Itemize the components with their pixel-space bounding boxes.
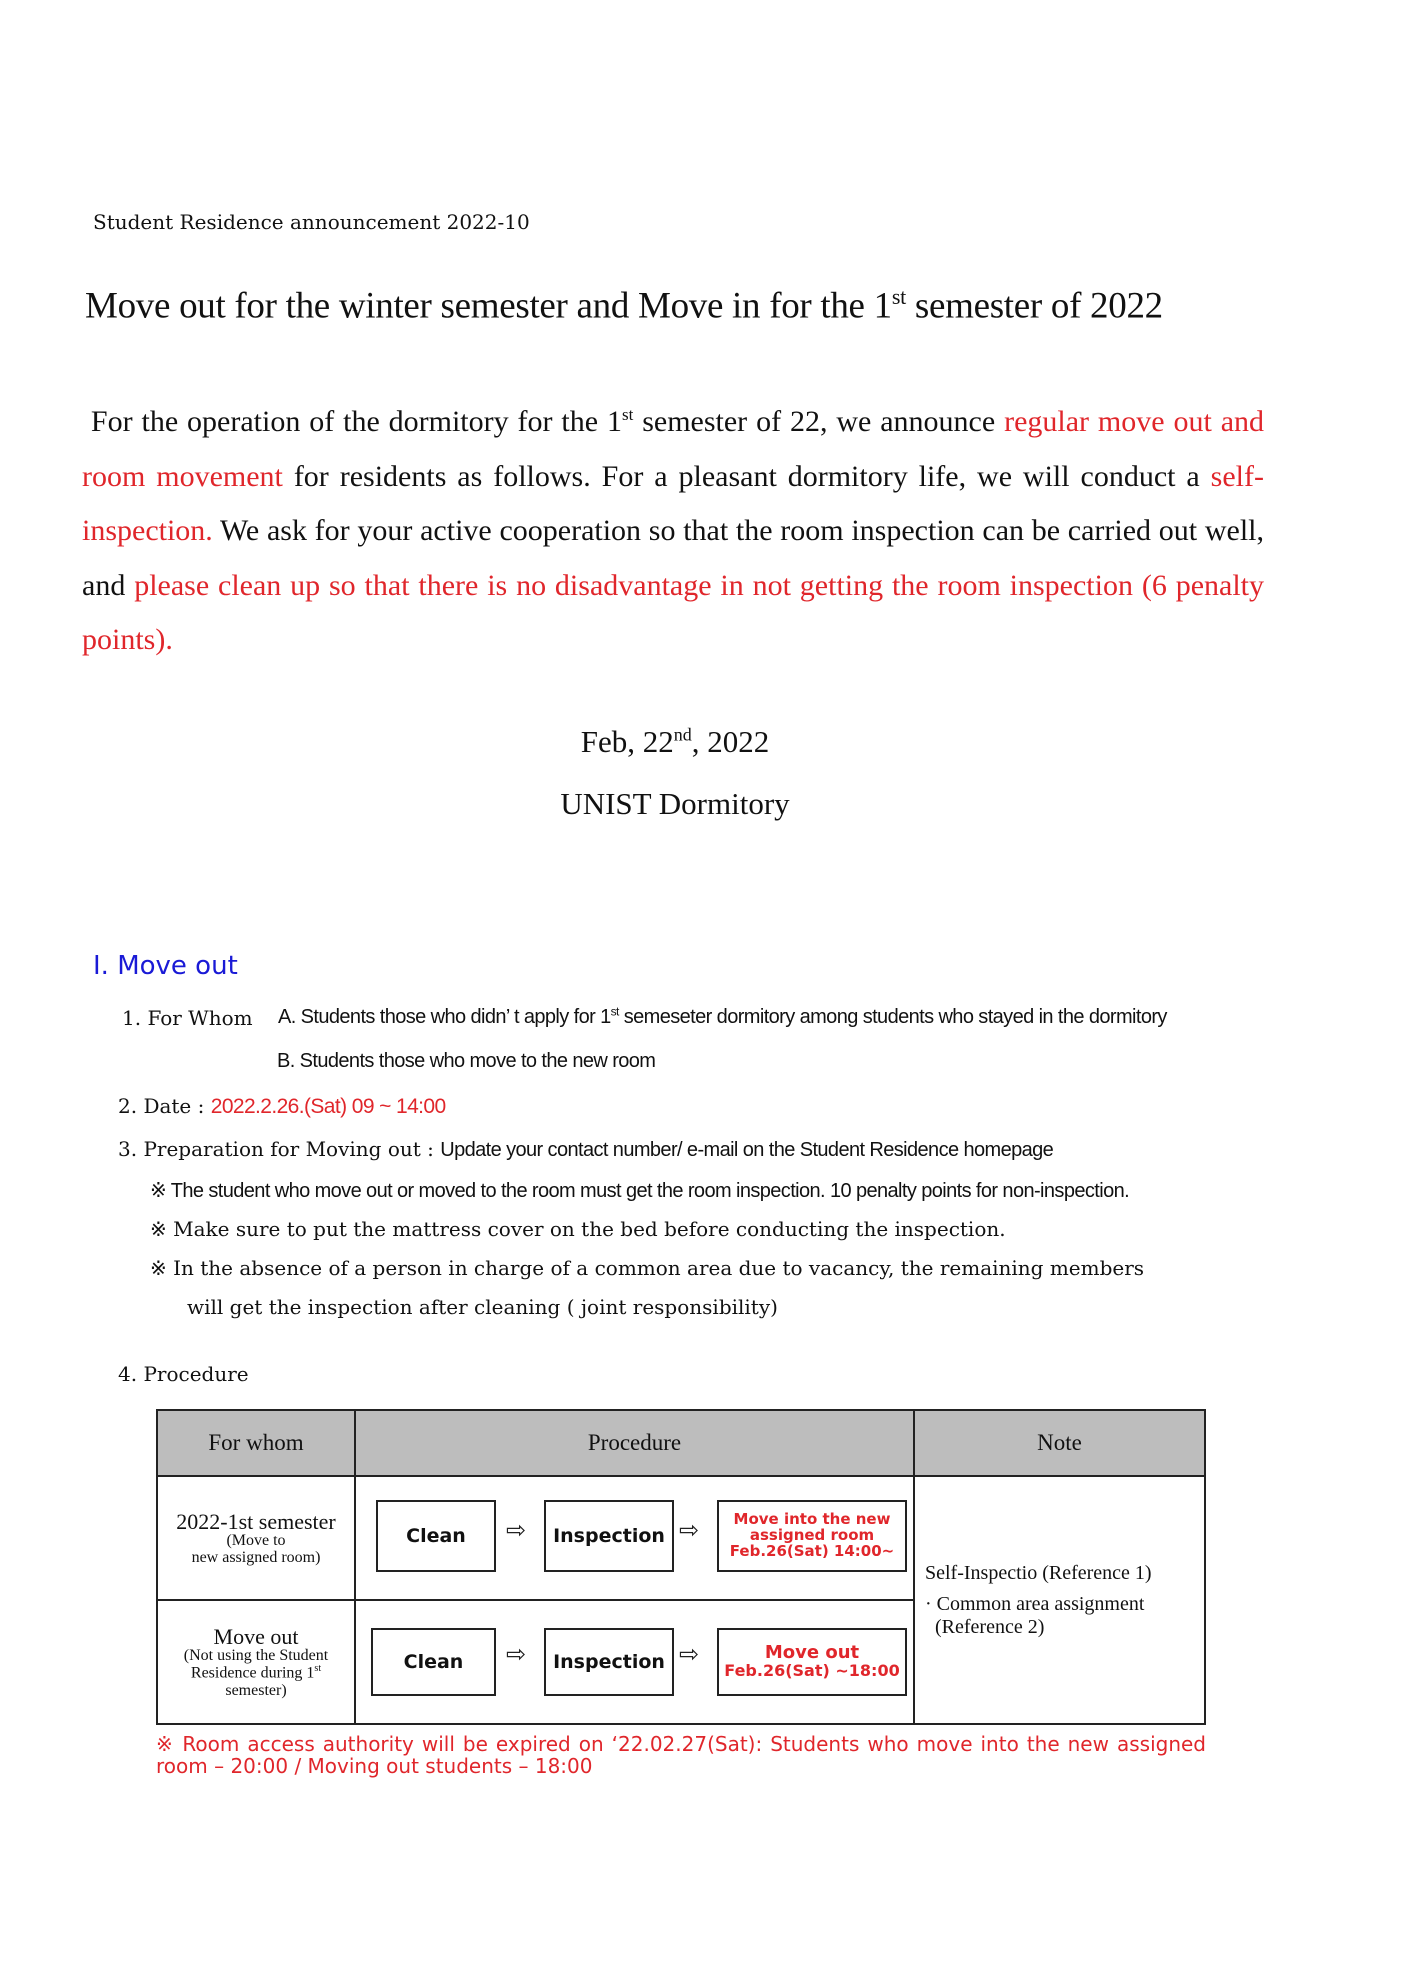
table-header-for-whom: For whom (157, 1410, 355, 1476)
note-mattress-cover: ※ Make sure to put the mattress cover on the bed before conducting the inspection. (150, 1217, 1006, 1241)
announcement-date: Feb, 22nd, 2022 (580, 724, 770, 759)
note-joint-responsibility: will get the inspection after cleaning ( joint responsibility) (187, 1295, 778, 1319)
note-inspection-required: ※ The student who move out or moved to the room must get the room inspection. 10 penalty points for non-inspection. (150, 1180, 1130, 1202)
table-row (157, 1476, 1205, 1600)
item-for-whom-a: A. Students those who didn’ t apply for 1st semeseter dormitory among students who stayed in the dormitory (278, 1004, 1167, 1028)
item-for-whom-b: B. Students those who move to the new room (277, 1050, 656, 1072)
announcement-number: Student Residence announcement 2022-10 (93, 210, 530, 234)
table-header-procedure: Procedure (355, 1410, 914, 1476)
procedure-table (156, 1409, 1206, 1725)
step-inspection: Inspection (544, 1628, 674, 1696)
arrow-right-icon: ⇨ (506, 1640, 527, 1668)
step-move-out: Move out Feb.26(Sat) ~18:00 (717, 1628, 907, 1696)
arrow-right-icon: ⇨ (506, 1516, 527, 1544)
step-clean: Clean (376, 1500, 496, 1572)
row-procedure-move-out (355, 1600, 914, 1724)
organization-name: UNIST Dormitory (560, 786, 790, 821)
row-procedure-new-room (355, 1476, 914, 1600)
row-who-move-out: Move out (Not using the Student Residence during 1st semester) (157, 1600, 355, 1724)
page-title: Move out for the winter semester and Move in for the 1st semester of 2022 (85, 284, 1163, 327)
intro-paragraph: For the operation of the dormitory for the 1st semester of 22, we announce regular move out and room movement for residents as follows. For a pleasant dormitory life, we will conduct a self-inspection. We ask for your active cooperation so that the room inspection can be carried out well, and please clean up so that there is no disadvantage in not getting the room inspection (6 penalty points). (82, 405, 1265, 656)
arrow-right-icon: ⇨ (679, 1516, 700, 1544)
step-inspection: Inspection (544, 1500, 674, 1572)
room-access-expiry-note: ※ Room access authority will be expired on ‘22.02.27(Sat): Students who move into the new assigned room – 20:00 / Moving out students – 18:00 (156, 1732, 1206, 1778)
item-preparation: 3. Preparation for Moving out : Update your contact number/ e-mail on the Student Residence homepage (118, 1137, 1054, 1161)
row-who-new-room: 2022-1st semester (Move to new assigned room) (157, 1476, 355, 1600)
note-common-area: ※ In the absence of a person in charge of a common area due to vacancy, the remaining members (150, 1256, 1145, 1280)
table-note-cell: Self-Inspectio (Reference 1) · Common area assignment (Reference 2) (914, 1476, 1205, 1724)
table-header-note: Note (914, 1410, 1205, 1476)
item-for-whom-label: 1. For Whom (122, 1006, 253, 1030)
item-date: 2. Date : 2022.2.26.(Sat) 09 ~ 14:00 (118, 1094, 446, 1118)
step-move-into-new-room: Move into the new assigned room Feb.26(Sat) 14:00~ (717, 1500, 907, 1572)
item-procedure-label: 4. Procedure (118, 1362, 249, 1386)
section-heading-move-out: Ⅰ. Move out (93, 951, 238, 981)
step-clean: Clean (371, 1628, 496, 1696)
arrow-right-icon: ⇨ (679, 1640, 700, 1668)
